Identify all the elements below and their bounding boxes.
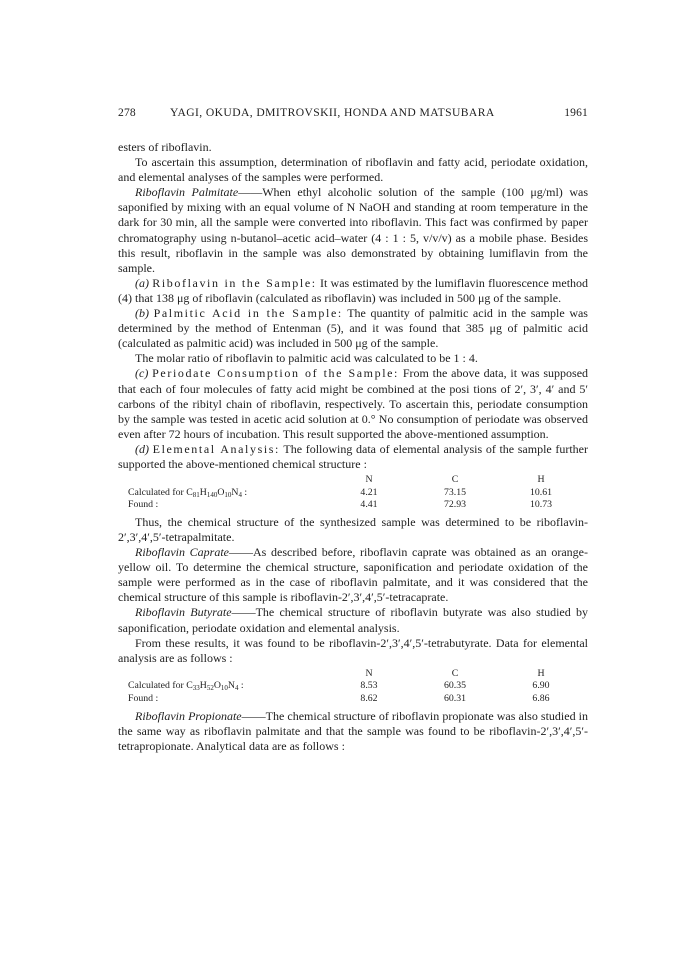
table-header-row bbox=[128, 474, 577, 487]
paragraph-butyrate-result: From these results, it was found to be riboflavin-2′,3′,4′,5′-tetrabutyrate. Data for elemental analysis are as follows : bbox=[118, 635, 588, 665]
paragraph-riboflavin-caprate bbox=[118, 545, 588, 605]
paragraph-text: The following data of elemental analysis of the sample further supported the above-mentioned chemical structure : bbox=[118, 441, 589, 471]
paragraph-periodate bbox=[118, 366, 588, 441]
subsection-heading: Palmitic Acid in the Sample: bbox=[153, 306, 343, 321]
row-label: Found : bbox=[128, 692, 159, 704]
table-cell: 4.41 bbox=[360, 499, 378, 511]
table-cell: 10.73 bbox=[529, 499, 553, 511]
table-row-found bbox=[128, 499, 577, 512]
column-header: N bbox=[365, 667, 373, 679]
paragraph-text: ——The chemical structure of riboflavin propionate was also studied in the same way as riboflavin palmitate and that the sample was found to be riboflavin-2′,3′,4′,5′-tetrapropionate. Analytical data are as follows : bbox=[118, 708, 588, 753]
paragraph-riboflavin-in-sample bbox=[118, 276, 588, 306]
section-heading: Riboflavin Caprate bbox=[135, 545, 230, 560]
paragraph-riboflavin-butyrate bbox=[118, 605, 588, 635]
table-cell: 4.21 bbox=[360, 486, 378, 498]
subsection-heading: Riboflavin in the Sample: bbox=[152, 275, 317, 290]
column-header: N bbox=[365, 474, 373, 486]
table-row-calculated bbox=[128, 487, 577, 500]
table-cell: 72.93 bbox=[443, 499, 467, 511]
paragraph-text: The quantity of palmitic acid in the sample was determined by the method of Entenman (5), and it was found that 385 μg of palmitic acid (calculated as palmitic acid) was included in 500 μg of the sample. bbox=[118, 306, 588, 351]
publication-year: 1961 bbox=[564, 106, 588, 119]
item-label: (a) bbox=[135, 275, 149, 290]
elemental-analysis-table-palmitate bbox=[128, 474, 577, 512]
table-cell: 10.61 bbox=[529, 486, 553, 498]
paragraph-riboflavin-palmitate bbox=[118, 185, 588, 276]
subsection-heading: Periodate Consumption of the Sample: bbox=[152, 366, 399, 381]
column-header: H bbox=[537, 474, 545, 486]
row-label: Calculated for $C_{81}H_{140}O_{10}N_4$ : bbox=[128, 486, 248, 499]
paragraph-text: From the above data, it was supposed that each of four molecules of fatty acid might be combined at the posi tions of 2′, 3′, 4′ and 5′ carbons of the ribityl chain of riboflavin, respectively. To ascertain this, periodate consumption by the sample was tested in acetic acid solution at 0.° No consumption of periodate was observed even after 72 hours of incubation. This result supported the above-mentioned assumption. bbox=[118, 366, 589, 441]
table-cell: 60.31 bbox=[443, 692, 467, 704]
section-heading: Riboflavin Palmitate bbox=[135, 185, 239, 200]
item-label: (d) bbox=[135, 441, 149, 456]
column-header: C bbox=[451, 474, 459, 486]
row-label: Found : bbox=[128, 499, 159, 511]
elemental-analysis-table-butyrate bbox=[128, 668, 577, 706]
section-heading: Riboflavin Butyrate bbox=[135, 605, 232, 620]
table-cell: 6.90 bbox=[532, 680, 550, 692]
table-row-calculated bbox=[128, 680, 577, 693]
subsection-heading: Elemental Analysis: bbox=[152, 441, 280, 456]
page-number: 278 bbox=[118, 106, 136, 119]
paragraph-text: ——When ethyl alcoholic solution of the sample (100 μg/ml) was saponified by mixing with an equal volume of N NaOH and standing at room temperature in the dark for 30 min, all the sample were converted into riboflavin. This fact was confirmed by paper chromatography using n-butanol–acetic acid–water (4 : 1 : 5, v/v/v) as a mobile phase. Besides this result, riboflavin in the sample was also demonstrated by obtaining lumiflavin from the sample. bbox=[118, 185, 588, 275]
table-cell: 8.53 bbox=[360, 680, 378, 692]
paragraph-palmitic-acid bbox=[118, 306, 588, 351]
table-cell: 8.62 bbox=[360, 692, 378, 704]
paragraph-text: ——The chemical structure of riboflavin butyrate was also studied by saponification, periodate oxidation and elemental analysis. bbox=[118, 605, 589, 635]
paragraph-riboflavin-propionate bbox=[118, 709, 588, 754]
paragraph-molar-ratio: The molar ratio of riboflavin to palmitic acid was calculated to be 1 : 4. bbox=[135, 351, 478, 366]
table-header-row bbox=[128, 668, 577, 681]
row-label: Calculated for $C_{33}H_{52}O_{10}N_4$ : bbox=[128, 680, 244, 693]
running-title: YAGI, OKUDA, DMITROVSKII, HONDA AND MATSUBARA bbox=[170, 106, 495, 119]
paragraph-text: ——As described before, riboflavin caprate was obtained as an orange-yellow oil. To determine the chemical structure, saponification and periodate oxidation of the sample were performed as in the case of riboflavin palmitate, and it was considered that the chemical structure of this sample is riboflavin-2′,3′,4′,5′-tetracaprate. bbox=[118, 545, 588, 605]
table-cell: 6.86 bbox=[532, 692, 550, 704]
paragraph-continuation: esters of riboflavin. bbox=[118, 140, 212, 154]
item-label: (b) bbox=[135, 306, 149, 321]
paragraph-text: It was estimated by the lumiflavin fluorescence method (4) that 138 μg of riboflavin (calculated as riboflavin) was included in 500 μg of the sample. bbox=[118, 275, 589, 305]
paragraph-palmitate-conclusion: Thus, the chemical structure of the synthesized sample was determined to be riboflavin-2′,3′,4′,5′-tetrapalmitate. bbox=[118, 514, 588, 544]
article-body bbox=[118, 140, 588, 754]
paragraph-elemental-analysis bbox=[118, 442, 588, 472]
running-header bbox=[118, 106, 588, 122]
column-header: H bbox=[537, 667, 545, 679]
table-row-found bbox=[128, 693, 577, 706]
section-heading: Riboflavin Propionate bbox=[135, 708, 242, 723]
table-cell: 60.35 bbox=[443, 680, 467, 692]
item-label: (c) bbox=[135, 366, 149, 381]
column-header: C bbox=[451, 667, 459, 679]
paragraph: To ascertain this assumption, determination of riboflavin and fatty acid, periodate oxidation, and elemental analyses of the samples were performed. bbox=[118, 155, 588, 185]
table-cell: 73.15 bbox=[443, 486, 467, 498]
